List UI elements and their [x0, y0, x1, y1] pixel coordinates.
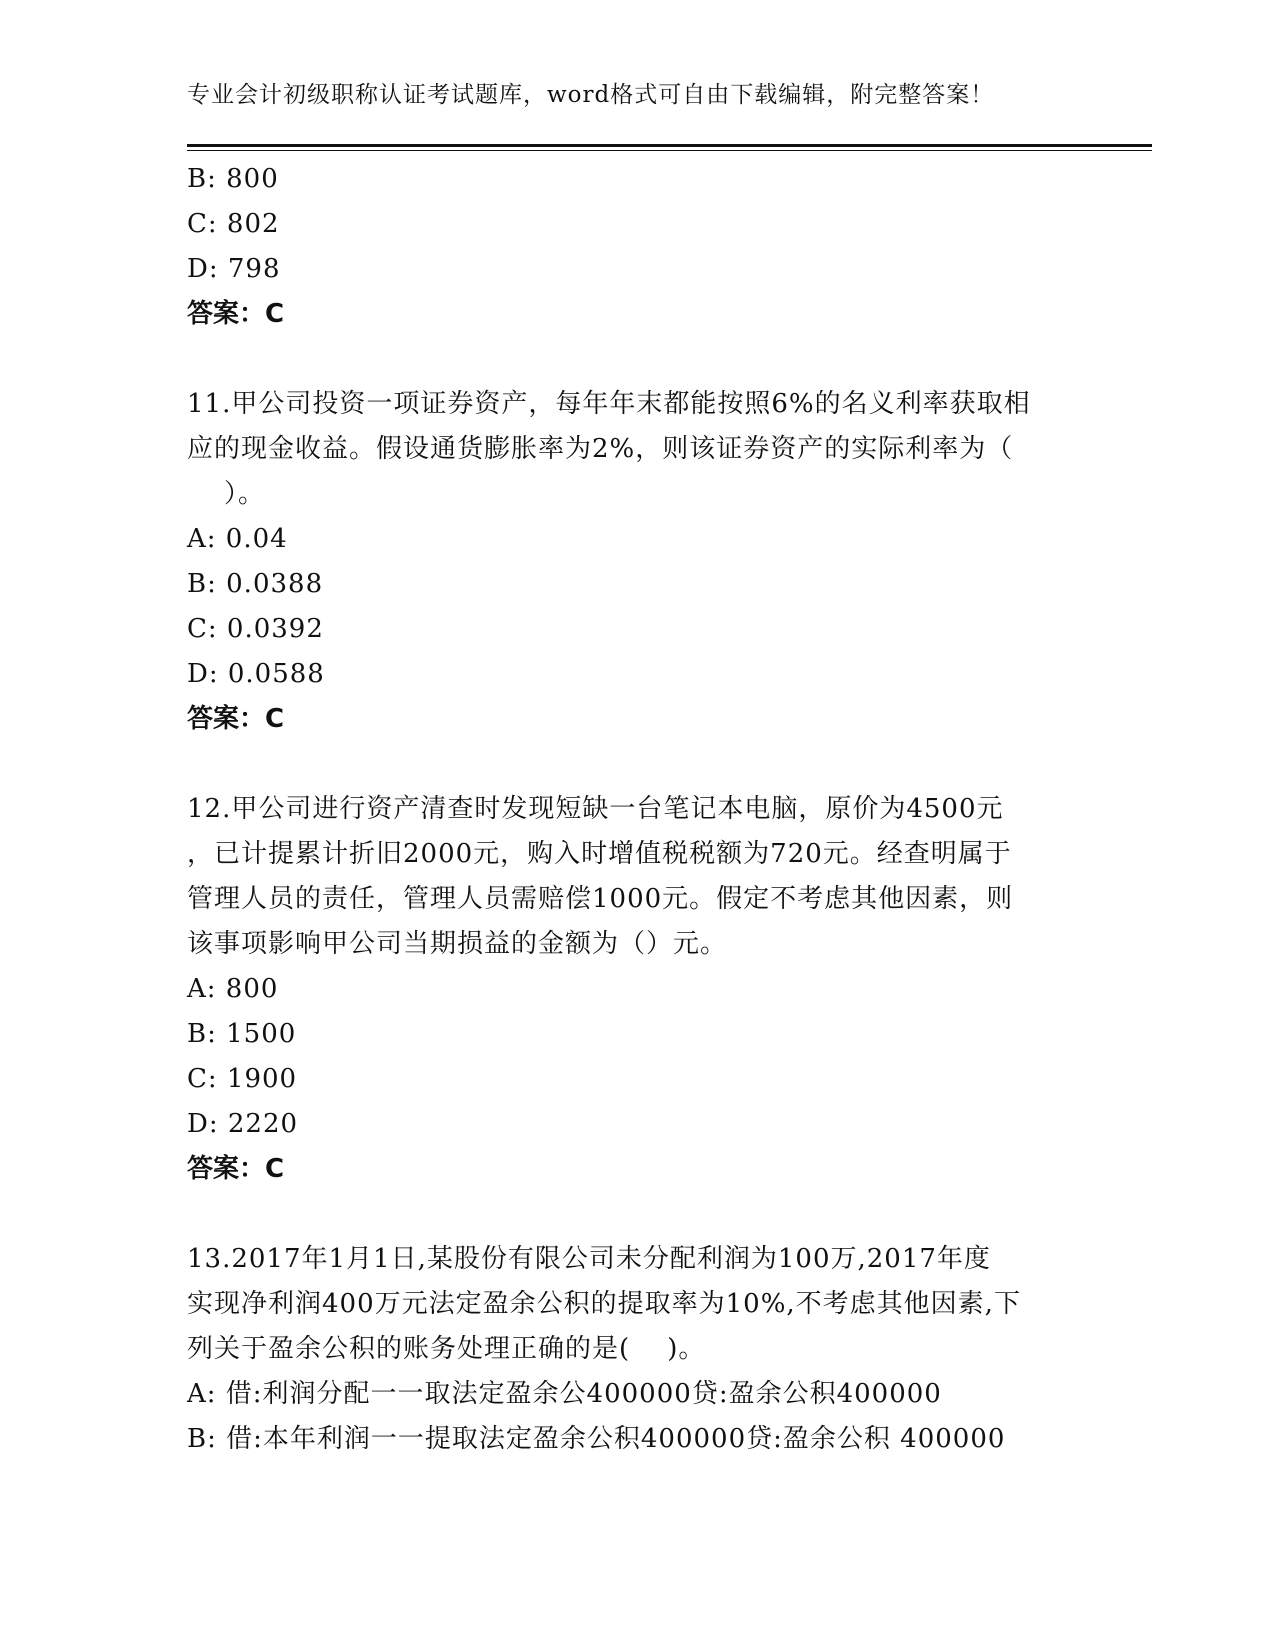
prev-question [187, 157, 1087, 337]
header-divider-thin [187, 150, 1152, 151]
question-line: 11.甲公司投资一项证券资产，每年年末都能按照6%的名义利率获取相 [187, 389, 1031, 419]
page-header: 专业会计初级职称认证考试题库，word格式可自由下载编辑，附完整答案！ [187, 82, 995, 108]
question-line: 12.甲公司进行资产清查时发现短缺一台笔记本电脑，原价为4500元 [187, 794, 1004, 824]
option-a: A: 800 [187, 974, 279, 1004]
question-11 [187, 382, 1087, 742]
question-13 [187, 1237, 1087, 1462]
option-b: B: 0.0388 [187, 569, 324, 599]
option-c: C: 802 [187, 209, 280, 239]
question-line: 应的现金收益。假设通货膨胀率为2%，则该证券资产的实际利率为（ [187, 434, 1014, 464]
question-text [187, 1237, 1087, 1372]
option-c: C: 0.0392 [187, 614, 324, 644]
option-d: D: 798 [187, 254, 281, 284]
option-d: D: 2220 [187, 1109, 299, 1139]
question-line: 13.2017年1月1日,某股份有限公司未分配利润为100万,2017年度 [187, 1244, 991, 1274]
spacer [187, 1192, 1087, 1237]
spacer [187, 742, 1087, 787]
answer-line: 答案：C [187, 299, 285, 329]
question-line: ，已计提累计折旧2000元，购入时增值税税额为720元。经查明属于 [187, 839, 1012, 869]
document-body [187, 157, 1087, 1462]
question-line: ）。 [187, 479, 266, 509]
question-text [187, 382, 1087, 517]
question-line: 管理人员的责任，管理人员需赔偿1000元。假定不考虑其他因素，则 [187, 884, 1014, 914]
option-c: C: 1900 [187, 1064, 298, 1094]
question-12 [187, 787, 1087, 1192]
option-a: A: 0.04 [187, 524, 288, 554]
question-text [187, 787, 1087, 967]
question-line: 实现净利润400万元法定盈余公积的提取率为10%,不考虑其他因素,下 [187, 1289, 1021, 1319]
question-line: 列关于盈余公积的账务处理正确的是( )。 [187, 1334, 706, 1364]
option-b: B: 借:本年利润一一提取法定盈余公积400000贷:盈余公积 400000 [187, 1424, 1006, 1454]
option-a: A: 借:利润分配一一取法定盈余公400000贷:盈余公积400000 [187, 1379, 942, 1409]
spacer [187, 337, 1087, 382]
header-divider [187, 144, 1152, 147]
answer-line: 答案：C [187, 1154, 285, 1184]
option-b: B: 800 [187, 164, 279, 194]
answer-line: 答案：C [187, 704, 285, 734]
question-line: 该事项影响甲公司当期损益的金额为（）元。 [187, 929, 728, 959]
option-d: D: 0.0588 [187, 659, 325, 689]
option-b: B: 1500 [187, 1019, 297, 1049]
